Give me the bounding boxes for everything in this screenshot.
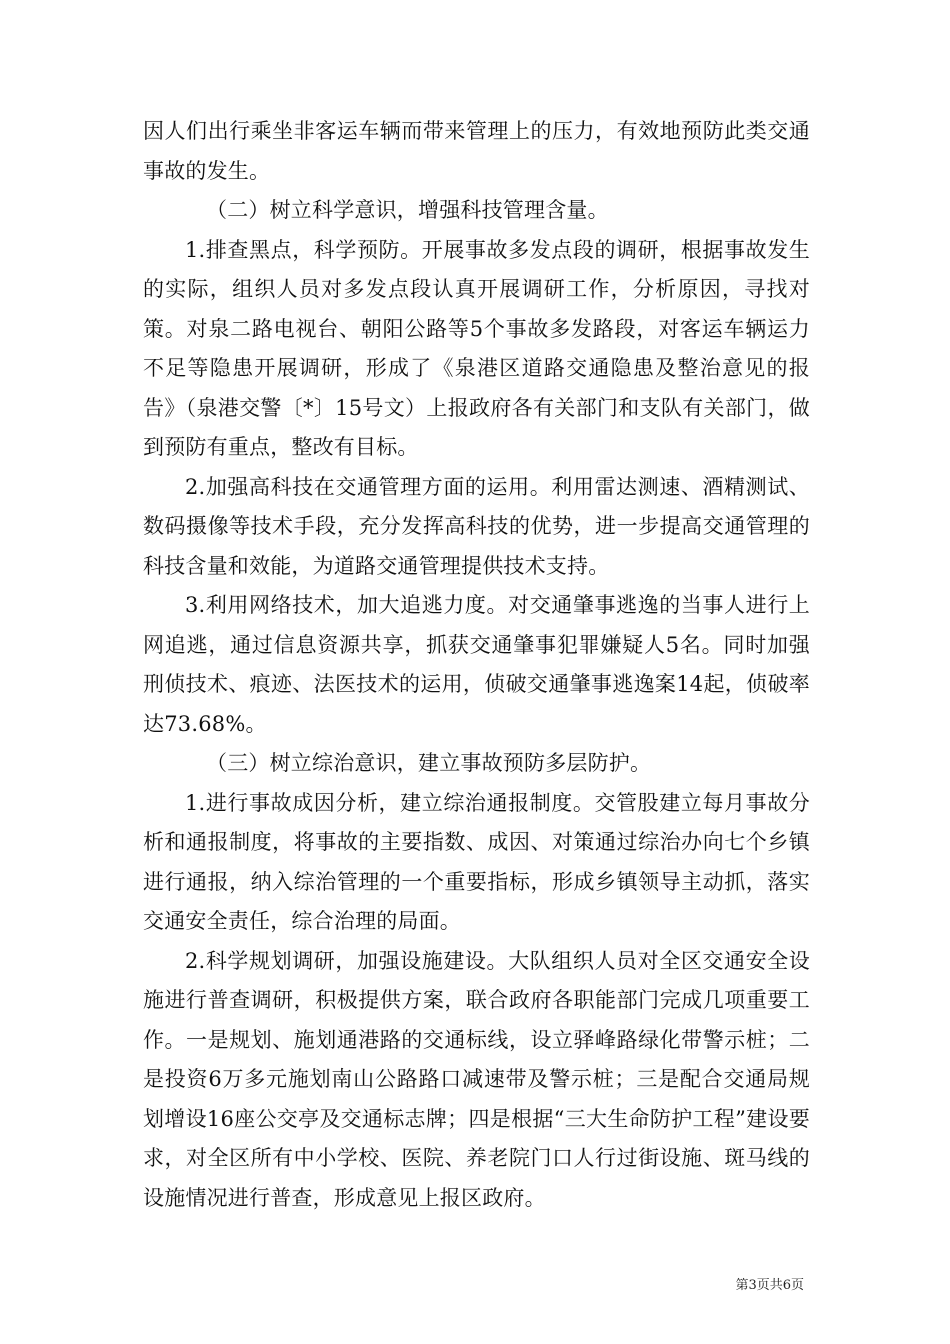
document-body [143, 112, 810, 1218]
section-heading-2: （二）树立科学意识，增强科技管理含量。 [206, 198, 609, 222]
paragraph-continuation: 因人们出行乘坐非客运车辆而带来管理上的压力，有效地预防此类交通事故的发生。 [143, 119, 810, 183]
section-heading-3: （三）树立综治意识，建立事故预防多层防护。 [206, 751, 652, 775]
page-number-footer: 第3页共6页 [735, 1278, 804, 1293]
paragraph-facility-construction: 2.科学规划调研，加强设施建设。大队组织人员对全区交通安全设施进行普查调研，积极提供方案，联合政府各职能部门完成几项重要工作。一是规划、施划通港路的交通标线，设立驿峰路绿化带警示桩；二是投资6万多元施划南山公路路口减速带及警示桩；三是配合交通局规划增设16座公交亭及交通标志牌；四是根据“三大生命防护工程”建设要求，对全区所有中小学校、医院、养老院门口人行过街设施、斑马线的设施情况进行普查，形成意见上报区政府。 [143, 948, 810, 1210]
paragraph-accident-cause-analysis: 1.进行事故成因分析，建立综治通报制度。交管股建立每月事故分析和通报制度，将事故的主要指数、成因、对策通过综治办向七个乡镇进行通报，纳入综治管理的一个重要指标，形成乡镇领导主动抓，落实交通安全责任，综合治理的局面。 [143, 790, 810, 933]
paragraph-high-tech-application: 2.加强高科技在交通管理方面的运用。利用雷达测速、酒精测试、数码摄像等技术手段，充分发挥高科技的优势，进一步提高交通管理的科技含量和效能，为道路交通管理提供技术支持。 [143, 474, 810, 578]
paragraph-network-pursuit: 3.利用网络技术，加大追逃力度。对交通肇事逃逸的当事人进行上网追逃，通过信息资源共享，抓获交通肇事犯罪嫌疑人5名。同时加强刑侦技术、痕迹、法医技术的运用，侦破交通肇事逃逸案14起，侦破率达73.68%。 [143, 593, 810, 736]
paragraph-blackspot-prevention: 1.排查黑点，科学预防。开展事故多发点段的调研，根据事故发生的实际，组织人员对多发点段认真开展调研工作，分析原因，寻找对策。对泉二路电视台、朝阳公路等5个事故多发路段，对客运车辆运力不足等隐患开展调研，形成了《泉港区道路交通隐患及整治意见的报告》（泉港交警〔*〕15号文）上报政府各有关部门和支队有关部门，做到预防有重点，整改有目标。 [143, 237, 810, 459]
